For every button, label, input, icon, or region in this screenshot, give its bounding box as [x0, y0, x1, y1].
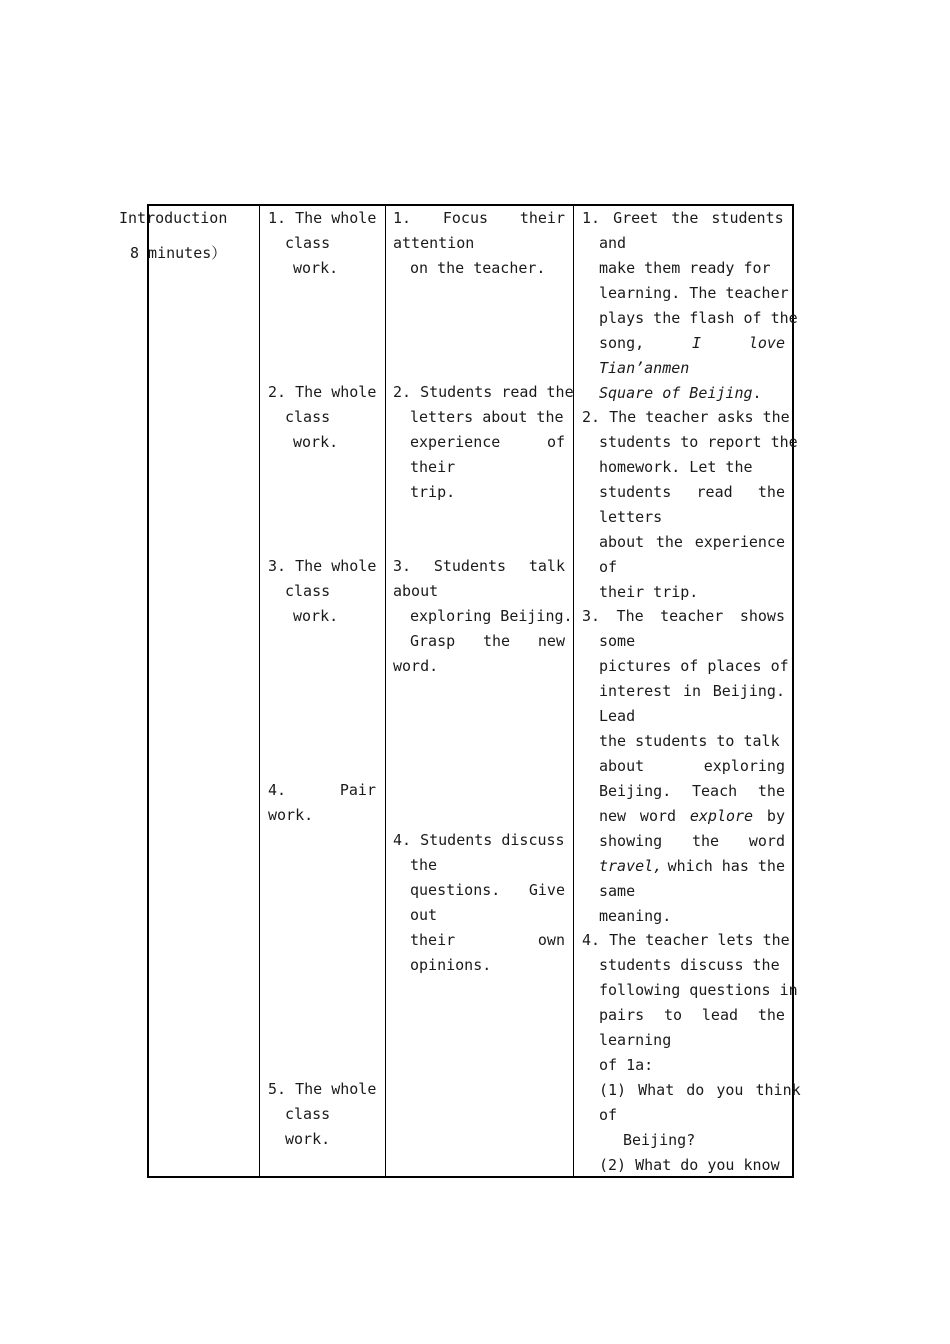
cell-word: experience [694, 533, 785, 551]
cell-text: their [410, 458, 456, 476]
cell-text: opinions. [410, 956, 492, 974]
cell-word: shows [739, 607, 785, 625]
cell-text: the [410, 856, 438, 874]
cell-text: 1. Greet the students [582, 209, 784, 227]
cell-text: 4. Students discuss [393, 831, 565, 849]
cell-text: out [410, 906, 438, 924]
cell-text [410, 878, 565, 903]
cell-word: about [599, 757, 645, 775]
cell-text [599, 754, 785, 779]
cell-text: same [599, 882, 636, 900]
cell-text [393, 206, 565, 231]
cell-word: The [616, 607, 644, 625]
cell-text: 3. The whole [268, 557, 377, 575]
cell-text: and [599, 234, 627, 252]
cell-word: own [537, 931, 565, 949]
cell-text [393, 554, 565, 579]
cell-word: travel, [599, 857, 663, 875]
cell-text: word. [393, 657, 439, 675]
cell-text: students to report the [599, 433, 798, 451]
cell-word: Grasp [410, 632, 456, 650]
cell-word: 4. [268, 781, 287, 799]
cell-text: work. [268, 806, 314, 824]
cell-text: 2. The whole [268, 383, 377, 401]
cell-word: their [519, 209, 565, 227]
cell-text [599, 1003, 785, 1028]
cell-text: class [285, 582, 331, 600]
cell-word: teacher [660, 607, 724, 625]
cell-text [599, 779, 785, 804]
cell-word: Beijing. [712, 682, 785, 700]
cell-word: 1. [393, 209, 412, 227]
cell-text: work. [293, 607, 339, 625]
cell-text: 5. The whole [268, 1080, 377, 1098]
cell-text: the students to talk [599, 732, 780, 750]
cell-text: (1) What do you think [599, 1081, 801, 1099]
cell-word: of [546, 433, 565, 451]
cell-text: of [599, 558, 618, 576]
cell-text: 4. The teacher lets the [582, 931, 790, 949]
cell-word: the [757, 483, 785, 501]
cell-text: work. [293, 433, 339, 451]
cell-text [599, 854, 785, 879]
cell-word: Give [528, 881, 565, 899]
cell-word: the [757, 1006, 785, 1024]
cell-text [599, 804, 785, 829]
cell-word: 3. [393, 557, 412, 575]
cell-word: Pair [339, 781, 376, 799]
cell-word: experience [410, 433, 501, 451]
cell-word: word [639, 807, 677, 825]
cell-text: 1. The whole [268, 209, 377, 227]
cell-word: read [696, 483, 733, 501]
cell-text: class [285, 408, 331, 426]
cell-text: Beijing? [623, 1131, 696, 1149]
cell-text: trip. [410, 483, 456, 501]
cell-word: talk [528, 557, 565, 575]
cell-word: the [482, 632, 511, 650]
cell-text: Lead [599, 707, 636, 725]
cell-text: about [393, 582, 439, 600]
cell-word: word [748, 832, 785, 850]
cell-word: their [410, 931, 456, 949]
cell-text: their trip. [599, 583, 699, 601]
cell-text: homework. Let the [599, 458, 753, 476]
cell-text [599, 530, 785, 555]
cell-word: to [664, 1006, 683, 1024]
cell-text [582, 604, 785, 629]
cell-text: following questions in [599, 981, 798, 999]
cell-text: class [285, 234, 331, 252]
cell-word: Beijing. [599, 782, 672, 800]
cell-text [599, 679, 785, 704]
cell-word: explore [689, 807, 754, 825]
cell-word: exploring [703, 757, 785, 775]
cell-text: on the teacher. [410, 259, 546, 277]
cell-word: about [599, 533, 645, 551]
cell-text: students discuss the [599, 956, 780, 974]
stage-name: Introduction [119, 209, 228, 227]
cell-text: make them ready for [599, 259, 771, 277]
column-divider [385, 206, 386, 1176]
cell-text: letters about the [410, 408, 564, 426]
cell-text: 2. The teacher asks the [582, 408, 790, 426]
cell-text [410, 629, 565, 654]
cell-word: new [537, 632, 565, 650]
cell-word: Focus [442, 209, 489, 227]
cell-text: 2. Students read the [393, 383, 574, 401]
cell-text: work. [293, 259, 339, 277]
cell-text [268, 778, 376, 803]
cell-text: (2) What do you know [599, 1156, 780, 1174]
cell-text: work. [285, 1130, 331, 1148]
cell-text [410, 430, 565, 455]
cell-text [410, 928, 565, 953]
cell-text: meaning. [599, 907, 672, 925]
cell-text: pictures of places of [599, 657, 789, 675]
cell-word: Square of Beijing [599, 384, 753, 402]
cell-word: questions. [410, 881, 501, 899]
column-divider [259, 206, 260, 1176]
cell-word: new [599, 807, 627, 825]
cell-text: plays the flash of the [599, 309, 798, 327]
cell-text: attention [393, 234, 475, 252]
cell-word: the [692, 832, 720, 850]
cell-text [599, 381, 762, 406]
cell-text: of 1a: [599, 1056, 654, 1074]
cell-text [599, 331, 785, 356]
stage-time: 8 minutes） [130, 244, 227, 262]
cell-word: love [748, 334, 785, 352]
cell-word: the [655, 533, 683, 551]
cell-text: letters [599, 508, 663, 526]
cell-word: 3. [582, 607, 601, 625]
cell-word: pairs [599, 1006, 645, 1024]
cell-word: Students [433, 557, 507, 575]
column-divider [573, 206, 574, 1176]
cell-word: students [599, 483, 672, 501]
cell-text [599, 829, 785, 854]
cell-word: song, [599, 334, 645, 352]
cell-word: the [757, 782, 785, 800]
cell-text: some [599, 632, 636, 650]
cell-word: Teach [692, 782, 738, 800]
cell-text: learning [599, 1031, 672, 1049]
cell-word: I [692, 334, 702, 352]
cell-word: in [682, 682, 702, 700]
cell-word: which has the [667, 857, 785, 875]
cell-text: of [599, 1106, 618, 1124]
cell-word: showing [599, 832, 663, 850]
cell-word: . [752, 384, 762, 402]
cell-text: exploring Beijing. [410, 607, 573, 625]
cell-text: class [285, 1105, 331, 1123]
cell-text: Tian’anmen [599, 359, 690, 377]
cell-word: interest [599, 682, 672, 700]
cell-text: learning. The teacher [599, 284, 789, 302]
cell-text [599, 480, 785, 505]
cell-word: by [766, 807, 785, 825]
cell-word: lead [701, 1006, 739, 1024]
